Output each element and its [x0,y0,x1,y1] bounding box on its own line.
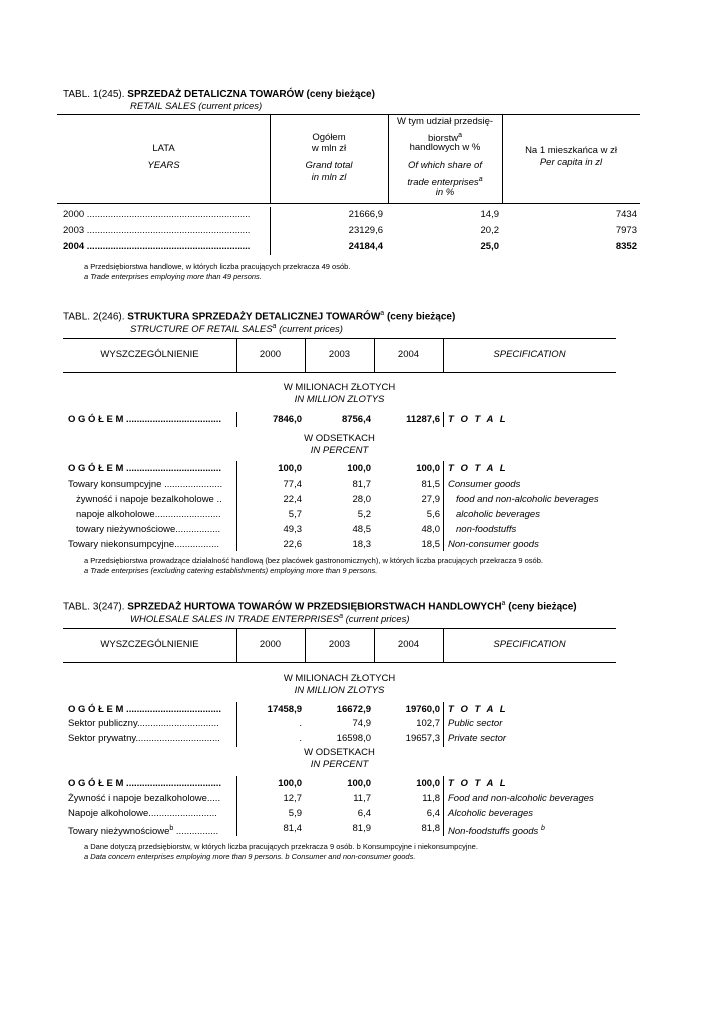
t3-row-label: Sektor prywatny................................ [68,733,220,744]
t2-cell: 48,0 [421,524,440,535]
t1-title: TABL. 1(245). SPRZEDAŻ DETALICZNA TOWARÓW (ceny bieżące) [63,89,375,100]
t3-row-en: T O T A L [448,778,508,789]
t2-cell: 81,7 [352,479,371,490]
t1-cell: 8352 [615,241,637,252]
t2-head-2003: 2003 [328,349,351,360]
t1-cell: 23129,6 [348,225,383,236]
t3-section1-pl: W MILIONACH ZŁOTYCH [283,673,396,684]
t3-vrule [443,702,444,747]
t2-vrule [443,461,444,551]
t3-cell: 16598,0 [336,733,371,744]
t2-head-spec-en: SPECIFICATION [493,349,566,360]
t3-subtitle: WHOLESALE SALES IN TRADE ENTERPRISES$^a$ (current prices) [130,613,410,626]
t2-cell: 22,6 [283,539,302,550]
t1-head-c2-en1: Of which share of [408,160,482,171]
t3-cell: 12,7 [283,793,302,804]
t2-section2-en: IN PERCENT [310,445,369,456]
t3-section1-en: IN MILLION ZLOTYS [294,685,385,696]
t2-row-label: Towary niekonsumpcyjne................. [68,539,220,550]
t2-row-en: T O T A L [448,414,508,425]
t1-body-vrule [270,207,271,255]
t2-row-label: towary nieżywnościowe................. [76,524,221,535]
t2-cell: 5,7 [288,509,302,520]
t1-head-c2-pl3: handlowych w % [409,142,481,153]
t2-row-en: Non-consumer goods [448,539,539,550]
t1-head-c2-pl2: biorstw$^a$ [428,132,462,145]
t2-header-rule [63,372,616,373]
t2-cell: 100,0 [278,463,302,474]
t1-footnote-pl: a Przedsiębiorstwa handlowe, w których liczba pracujących przekracza 49 osób. [84,262,351,271]
t2-head-2004: 2004 [397,349,420,360]
t2-row-label: O G Ó Ł E M .................................... [68,463,222,474]
t1-head-c1-en2: in mln zl [311,172,347,183]
t2-footnote-pl: a Przedsiębiorstwa prowadzące działalność handlową (bez placówek gastronomicznych), w których liczba pracujących przekracza 9 osób. [84,556,543,565]
t3-cell: 74,9 [352,718,371,729]
t3-head-2003: 2003 [328,639,351,650]
t2-cell: 5,6 [426,509,440,520]
t2-section1-pl: W MILIONACH ZŁOTYCH [283,382,396,393]
t3-row-en: Food and non-alcoholic beverages [448,793,594,804]
t3-cell: 17458,9 [267,704,302,715]
t2-subtitle: STRUCTURE OF RETAIL SALES$^a$ (current prices) [130,323,343,336]
t2-row-label: żywność i napoje bezalkoholowe .. [76,494,222,505]
t2-cell: 100,0 [347,463,371,474]
t3-cell: . [299,733,302,744]
t1-cell: 25,0 [480,241,499,252]
t2-row-label: Towary konsumpcyjne ...................... [68,479,223,490]
t2-footnote-en: a Trade enterprises (excluding catering establishments) employing more than 9 persons. [84,566,378,575]
t2-row-en: Consumer goods [448,479,521,490]
t2-cell: 8756,4 [341,414,371,425]
t2-section1-en: IN MILLION ZLOTYS [294,394,385,405]
t3-row-en: T O T A L [448,704,508,715]
t3-cell: 81,8 [421,823,440,834]
t2-cell: 81,5 [421,479,440,490]
t1-head-c2-pl1: W tym udział przedsię- [396,116,494,127]
t1-head-c1-pl1: Ogółem [312,132,346,143]
t1-cell: 7973 [615,225,637,236]
t3-row-en: Alcoholic beverages [448,808,534,819]
t1-cell: 21666,9 [348,209,383,220]
t3-cell: 19657,3 [405,733,440,744]
t2-cell: 100,0 [416,463,440,474]
t2-row-en: food and non-alcoholic beverages [456,494,599,505]
t1-head-c3-pl: Na 1 mieszkańca w zł [525,145,617,156]
t3-head-spec-en: SPECIFICATION [493,639,566,650]
t2-cell: 18,5 [421,539,440,550]
t1-cell: 20,2 [480,225,499,236]
t1-subtitle: RETAIL SALES (current prices) [130,101,263,112]
t3-footnote-en: a Data concern enterprises employing more than 9 persons. b Consumer and non-consumer goods. [84,852,416,861]
t2-cell: 77,4 [283,479,302,490]
t2-cell: 48,5 [352,524,371,535]
t3-row-en: Public sector [448,718,503,729]
t2-row-en: non-foodstuffs [456,524,517,535]
t2-title: TABL. 2(246). STRUKTURA SPRZEDAŻY DETALICZNEJ TOWARÓW$^a$ (ceny bieżące) [63,310,456,323]
t1-row-label: 2004 .............................................................. [63,241,251,252]
t2-cell: 11287,6 [406,414,440,425]
t3-cell: . [299,718,302,729]
t2-cell: 18,3 [352,539,371,550]
t3-cell: 11,8 [422,793,440,804]
t1-head-c1-pl2: w mln zł [311,143,347,154]
t3-head-2000: 2000 [259,639,282,650]
t1-cell: 24184,4 [348,241,383,252]
t2-row-en: alcoholic beverages [456,509,540,520]
t3-row-en: Non-foodstuffs goods $^b$ [448,825,545,838]
t3-cell: 16672,9 [336,704,371,715]
t2-vrule [443,412,444,427]
t2-head-2000: 2000 [259,349,282,360]
t1-head-lata: LATA [152,143,175,154]
t3-cell: 11,7 [353,793,371,804]
t1-vrule [270,114,271,203]
t2-row-en: T O T A L [448,463,508,474]
t1-row-label: 2003 .............................................................. [63,225,251,236]
t1-head-years: YEARS [147,160,180,171]
t1-head-c1-en1: Grand total [305,160,353,171]
t3-cell: 19760,0 [405,704,440,715]
t3-top-rule [63,628,616,629]
t3-cell: 6,4 [426,808,440,819]
t3-header-rule [63,662,616,663]
t3-vrule [443,776,444,836]
t1-cell: 14,9 [480,209,499,220]
t2-cell: 49,3 [283,524,302,535]
t3-cell: 81,4 [283,823,302,834]
t3-section2-pl: W ODSETKACH [304,747,375,758]
t3-row-label: Sektor publiczny............................... [68,718,219,729]
t3-cell: 102,7 [416,718,440,729]
t3-row-label: Żywność i napoje bezalkoholowe..... [68,793,221,804]
t3-row-en: Private sector [448,733,507,744]
t1-head-c2-en3: in % [435,187,455,198]
t2-section2-pl: W ODSETKACH [304,433,375,444]
t2-cell: 22,4 [283,494,302,505]
t3-cell: 81,9 [352,823,371,834]
t3-cell: 100,0 [416,778,440,789]
t2-cell: 28,0 [352,494,371,505]
t1-footnote-en: a Trade enterprises employing more than 49 persons. [84,272,262,281]
t3-head-spec-pl: WYSZCZEGÓLNIENIE [100,639,199,650]
t3-head-2004: 2004 [397,639,420,650]
t3-title: TABL. 3(247). SPRZEDAŻ HURTOWA TOWARÓW W PRZEDSIĘBIORSTWACH HANDLOWYCH$^a$ (ceny bieżące) [63,600,577,613]
t1-head-c3-en: Per capita in zl [539,157,603,168]
t1-header-rule [57,203,640,204]
t3-footnote-pl: a Dane dotyczą przedsiębiorstw, w których liczba pracujących przekracza 9 osób. b Konsumpcyjne i niekonsumpcyjne. [84,842,478,851]
t3-cell: 100,0 [347,778,371,789]
t2-top-rule [63,338,616,339]
t3-row-label: Towary nieżywnościowe$^b$ ................ [68,825,219,838]
t1-head-c2-en2: trade enterprises$^a$ [407,176,483,189]
t2-cell: 27,9 [421,494,440,505]
t1-cell: 7434 [615,209,637,220]
t3-row-label: O G Ó Ł E M .................................... [68,778,222,789]
t3-cell: 100,0 [278,778,302,789]
t2-head-spec-pl: WYSZCZEGÓLNIENIE [100,349,199,360]
t3-row-label: Napoje alkoholowe.......................... [68,808,217,819]
t3-row-label: O G Ó Ł E M .................................... [68,704,222,715]
t2-cell: 5,2 [357,509,371,520]
t3-section2-en: IN PERCENT [310,759,369,770]
t3-cell: 6,4 [357,808,371,819]
t2-row-label: napoje alkoholowe......................... [76,509,221,520]
t1-row-label: 2000 .............................................................. [63,209,251,220]
t3-cell: 5,9 [288,808,302,819]
t1-top-rule [57,114,640,115]
t2-cell: 7846,0 [272,414,302,425]
t2-row-label: O G Ó Ł E M .................................... [68,414,222,425]
